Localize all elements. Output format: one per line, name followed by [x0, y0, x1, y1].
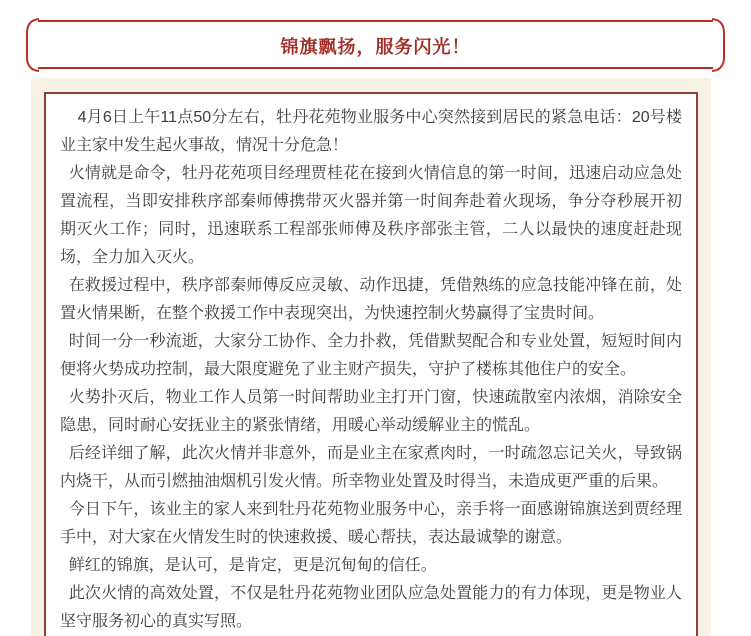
right-bracket-decoration [711, 18, 726, 72]
article-paragraph: 在救援过程中，秩序部秦师傅反应灵敏、动作迅捷，凭借熟练的应急技能冲锋在前，处置火情果断，在整个救援工作中表现突出，为快速控制火势赢得了宝贵时间。 [60, 277, 682, 322]
content-panel [31, 78, 711, 636]
article-paragraph: 鲜红的锦旗，是认可，是肯定，更是沉甸甸的信任。 [68, 557, 437, 574]
title-frame [25, 18, 726, 72]
frame-bottom-line [38, 67, 713, 69]
article-paragraph: 火势扑灭后，物业工作人员第一时间帮助业主打开门窗，快速疏散室内浓烟，消除安全隐患，同时耐心安抚业主的紧张情绪，用暖心举动缓解业主的慌乱。 [60, 389, 682, 434]
article-paragraph: 今日下午，该业主的家人来到牡丹花苑物业服务中心，亲手将一面感谢锦旗送到贾经理手中，对大家在火情发生时的快速救援、暖心帮扶，表达最诚挚的谢意。 [60, 501, 682, 546]
article-paragraph: 后经详细了解，此次火情并非意外，而是业主在家煮肉时，一时疏忽忘记关火，导致锅内烧干，从而引燃抽油烟机引发火情。所幸物业处置及时得当，未造成更严重的后果。 [60, 445, 682, 490]
frame-top-line [38, 20, 713, 22]
page-title: 锦旗飘扬，服务闪光！ [280, 37, 471, 57]
article-paragraph: 火情就是命令，牡丹花苑项目经理贾桂花在接到火情信息的第一时间，迅速启动应急处置流程，当即安排秩序部秦师傅携带灭火器并第一时间奔赴着火现场，争分夺秒展开初期灭火工作；同时，迅速联系工程部张师傅及秩序部张主管，二人以最快的速度赶赴现场，全力加入灭火。 [60, 165, 682, 266]
article-paragraph: 时间一分一秒流逝，大家分工协作、全力扑救，凭借默契配合和专业处置，短短时间内便将火势成功控制，最大限度避免了业主财产损失，守护了楼栋其他住户的安全。 [60, 333, 682, 378]
article-box [44, 92, 698, 636]
article-paragraph: 4月6日上午11点50分左右，牡丹花苑物业服务中心突然接到居民的紧急电话：20号楼业主家中发生起火事故，情况十分危急！ [60, 109, 682, 154]
left-bracket-decoration [25, 18, 40, 72]
article-paragraph: 此次火情的高效处置，不仅是牡丹花苑物业团队应急处置能力的有力体现，更是物业人坚守服务初心的真实写照。 [60, 585, 682, 630]
